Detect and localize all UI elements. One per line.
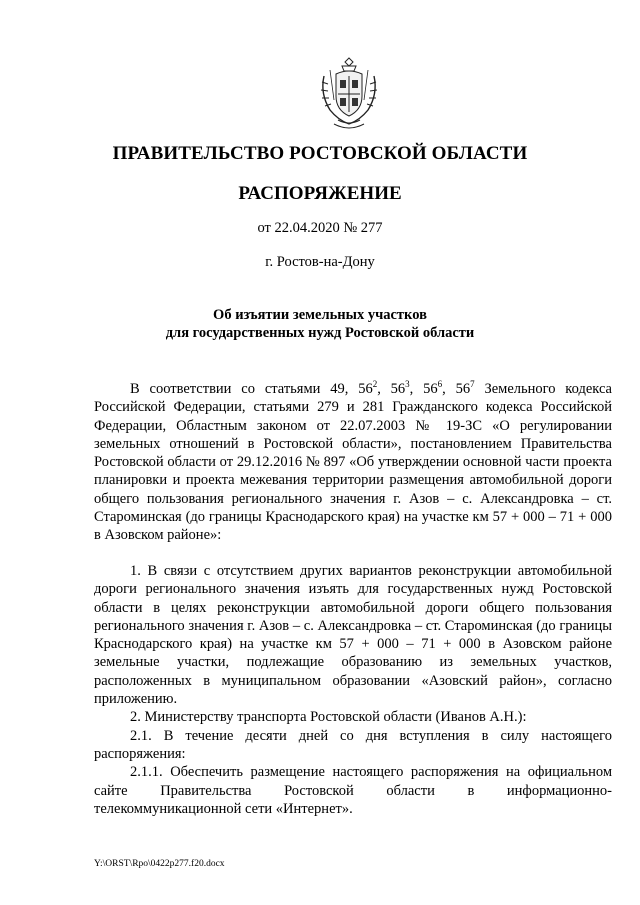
subject-line-1: Об изъятии земельных участков [213, 307, 427, 323]
preamble-s2: , 56 [409, 381, 438, 397]
item-2-1: 2.1. В течение десяти дней со дня вступления в силу настоящего распоряжения: [94, 727, 612, 762]
document-city: г. Ростов-на-Дону [265, 254, 375, 270]
sup-2: 3 [405, 379, 410, 390]
coat-of-arms-icon [316, 56, 382, 130]
document-date-number: от 22.04.2020 № 277 [257, 220, 383, 236]
preamble-lead: В соответствии со статьями 49, 56 [130, 381, 373, 397]
resolution-items [94, 562, 612, 818]
preamble-s1: , 56 [377, 381, 406, 397]
item-2: 2. Министерству транспорта Ростовской области (Иванов А.Н.): [130, 709, 527, 726]
preamble-paragraph [94, 380, 612, 545]
item-2-1-1: 2.1.1. Обеспечить размещение настоящего распоряжения на официальном сайте Правительства Ростовской области в информационно-телекоммуникационной сети «Интернет». [94, 764, 612, 817]
file-path-footer: Y:\ORST\Rpo\0422p277.f20.docx [94, 859, 225, 869]
sup-1: 2 [372, 379, 378, 390]
government-title: ПРАВИТЕЛЬСТВО РОСТОВСКОЙ ОБЛАСТИ [112, 143, 528, 164]
preamble-rest: Земельного кодекса Российской Федерации, статьями 279 и 281 Гражданского кодекса Российской Федерации, Областным законом от 22.07.2003 № 19-ЗС «О регулировании земельных отношений в Ростовской области», постановлением Правительства Ростовской области от 29.12.2016 № 897 «Об утверждении основной части проекта планировки и проекта межевания территории размещения автомобильной дороги общего пользования регионального значения г. Азов – с. Александровка – ст. Староминская (до границы Краснодарского края) на участке км 57 + 000 – 71 + 000 в Азовском районе»: [94, 381, 612, 544]
sup-3: 6 [437, 379, 443, 390]
document-type: РАСПОРЯЖЕНИЕ [238, 183, 402, 204]
subject-line-2: для государственных нужд Ростовской области [165, 325, 475, 341]
document-subject [0, 306, 640, 342]
item-1: 1. В связи с отсутствием других вариантов реконструкции автомобильной дороги регионального значения изъять для государственных нужд Ростовской области в целях реконструкции автомобильной дороги общего пользования регионального значения г. Азов – с. Александровка – ст. Староминская (до границы Краснодарского края) на участке км 57 + 000 – 71 + 000 в Азовском районе земельные участки, подлежащие образованию из земельных участков, расположенных в муниципальном образовании «Азовский район», согласно приложению. [94, 563, 612, 708]
sup-4: 7 [470, 379, 475, 390]
preamble-s3: , 56 [442, 381, 471, 397]
